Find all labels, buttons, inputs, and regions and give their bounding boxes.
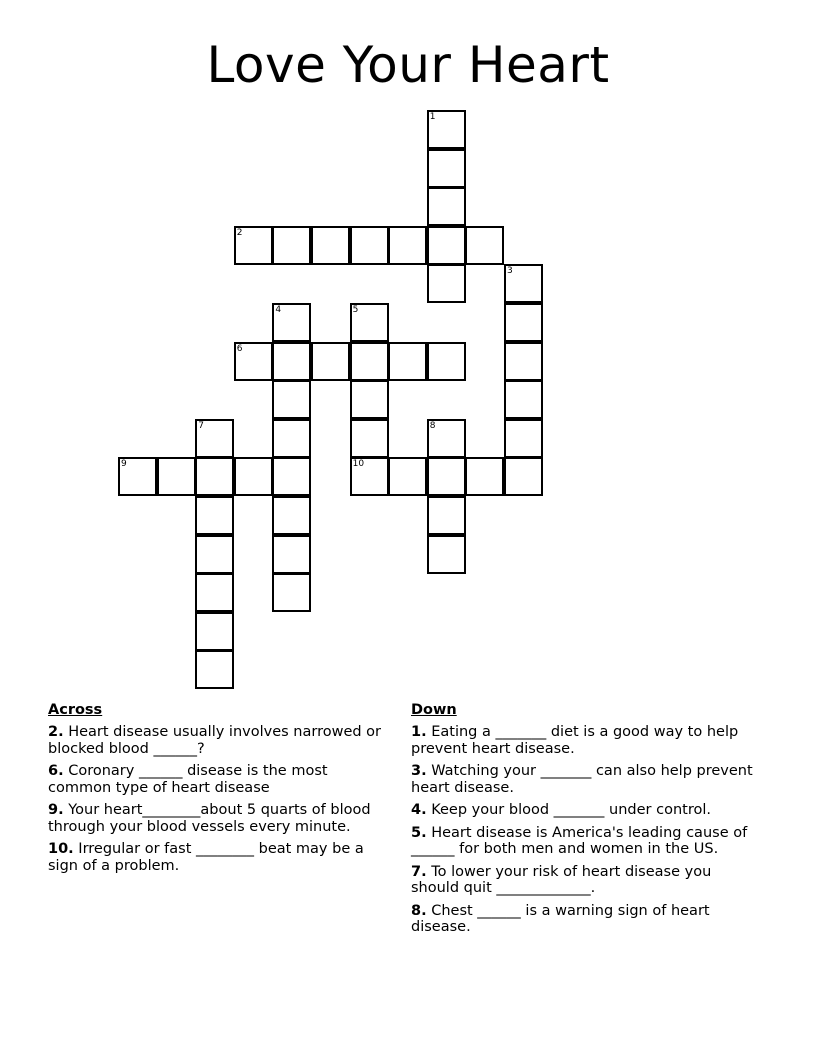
cell-3[interactable] xyxy=(504,264,543,303)
grid-cell[interactable] xyxy=(234,457,273,496)
grid-cell[interactable] xyxy=(350,342,389,381)
cell-2[interactable] xyxy=(234,226,273,265)
cell-number: 7 xyxy=(198,420,204,431)
clue-number: 7. xyxy=(411,863,427,880)
grid-cell[interactable] xyxy=(195,535,234,574)
clue-text: Coronary ______ disease is the most common type of heart disease xyxy=(48,763,328,796)
clue-number: 9. xyxy=(48,802,64,818)
grid-cell[interactable] xyxy=(272,419,311,458)
grid-cell[interactable] xyxy=(272,535,311,574)
cell-number: 8 xyxy=(429,420,436,431)
grid-cell[interactable] xyxy=(427,264,466,303)
grid-cell[interactable] xyxy=(350,226,389,265)
cell-number: 4 xyxy=(275,305,282,315)
grid-cell[interactable] xyxy=(272,573,311,612)
grid-cell[interactable] xyxy=(157,457,196,496)
clue-text: Heart disease usually involves narrowed or blocked blood ______? xyxy=(48,724,382,757)
grid-cell[interactable] xyxy=(427,149,466,188)
grid-cell[interactable] xyxy=(504,419,543,458)
clue-number: 10. xyxy=(48,841,74,857)
clue-across-2 xyxy=(48,724,393,757)
clue-text: Eating a _______ diet is a good way to help prevent heart disease. xyxy=(411,724,739,757)
cell-1[interactable] xyxy=(427,110,466,149)
cell-6[interactable] xyxy=(234,342,273,381)
clue-number: 2. xyxy=(48,724,64,740)
grid-cell[interactable] xyxy=(195,612,234,651)
grid-cell[interactable] xyxy=(388,226,427,265)
grid-cell[interactable] xyxy=(195,496,234,535)
clue-number: 1. xyxy=(411,724,427,740)
grid-cell[interactable] xyxy=(504,380,543,419)
clue-text: Keep your blood _______ under control. xyxy=(426,802,711,818)
cell-10[interactable] xyxy=(350,457,389,496)
grid-cell[interactable] xyxy=(427,226,466,265)
page-title: Love Your Heart xyxy=(206,36,610,94)
cell-number: 6 xyxy=(236,343,243,354)
clue-text: To lower your risk of heart disease you should quit _____________. xyxy=(411,863,712,896)
grid-cell[interactable] xyxy=(427,457,466,496)
clue-down-5 xyxy=(411,825,756,858)
grid-cell[interactable] xyxy=(311,226,350,265)
cell-number: 1 xyxy=(429,112,436,122)
cell-number: 3 xyxy=(507,266,513,277)
grid-cell[interactable] xyxy=(504,342,543,381)
grid-cell[interactable] xyxy=(388,457,427,496)
clue-down-4 xyxy=(411,802,756,819)
cell-7[interactable] xyxy=(195,419,234,458)
cell-number: 9 xyxy=(121,459,127,470)
clue-number: 5. xyxy=(411,824,427,841)
clue-text: Heart disease is America's leading cause of ______ for both men and women in the US. xyxy=(411,824,748,857)
clue-text: Chest ______ is a warning sign of heart disease. xyxy=(411,902,710,935)
clue-number: 3. xyxy=(411,763,427,779)
grid-cell[interactable] xyxy=(272,342,311,381)
clue-across-9 xyxy=(48,802,393,835)
cell-4[interactable] xyxy=(272,303,311,342)
clue-down-1 xyxy=(411,724,756,757)
clue-down-8 xyxy=(411,903,756,936)
clue-down-7 xyxy=(411,864,756,897)
clue-across-6 xyxy=(48,763,393,796)
cell-number: 5 xyxy=(352,305,359,315)
grid-cell[interactable] xyxy=(311,342,350,381)
clue-number: 8. xyxy=(411,902,427,919)
down-clues xyxy=(411,702,756,942)
grid-cell[interactable] xyxy=(350,419,389,458)
clue-number: 4. xyxy=(411,802,427,818)
grid-cell[interactable] xyxy=(272,496,311,535)
clue-text: Your heart________about 5 quarts of blood through your blood vessels every minute. xyxy=(48,802,371,835)
grid-cell[interactable] xyxy=(504,457,543,496)
grid-cell[interactable] xyxy=(465,226,504,265)
clue-text: Watching your _______ can also help prevent heart disease. xyxy=(411,763,753,796)
cell-5[interactable] xyxy=(350,303,389,342)
across-clues xyxy=(48,702,393,880)
clue-across-10 xyxy=(48,841,393,874)
grid-cell[interactable] xyxy=(427,187,466,226)
grid-cell[interactable] xyxy=(427,535,466,574)
grid-cell[interactable] xyxy=(272,380,311,419)
grid-cell[interactable] xyxy=(195,457,234,496)
down-heading: Down xyxy=(411,702,457,718)
grid-cell[interactable] xyxy=(388,342,427,381)
cell-9[interactable] xyxy=(118,457,157,496)
clue-text: Irregular or fast ________ beat may be a sign of a problem. xyxy=(48,841,364,874)
grid-cell[interactable] xyxy=(272,457,311,496)
grid-cell[interactable] xyxy=(272,226,311,265)
cell-number: 10 xyxy=(352,459,365,470)
across-heading: Across xyxy=(48,702,103,718)
grid-cell[interactable] xyxy=(465,457,504,496)
cell-8[interactable] xyxy=(427,419,466,458)
grid-cell[interactable] xyxy=(195,573,234,612)
grid-cell[interactable] xyxy=(195,650,234,689)
clue-down-3 xyxy=(411,763,756,796)
grid-cell[interactable] xyxy=(350,380,389,419)
grid-cell[interactable] xyxy=(427,496,466,535)
grid-cell[interactable] xyxy=(427,342,466,381)
clue-number: 6. xyxy=(48,763,64,779)
cell-number: 2 xyxy=(236,227,243,238)
grid-cell[interactable] xyxy=(504,303,543,342)
